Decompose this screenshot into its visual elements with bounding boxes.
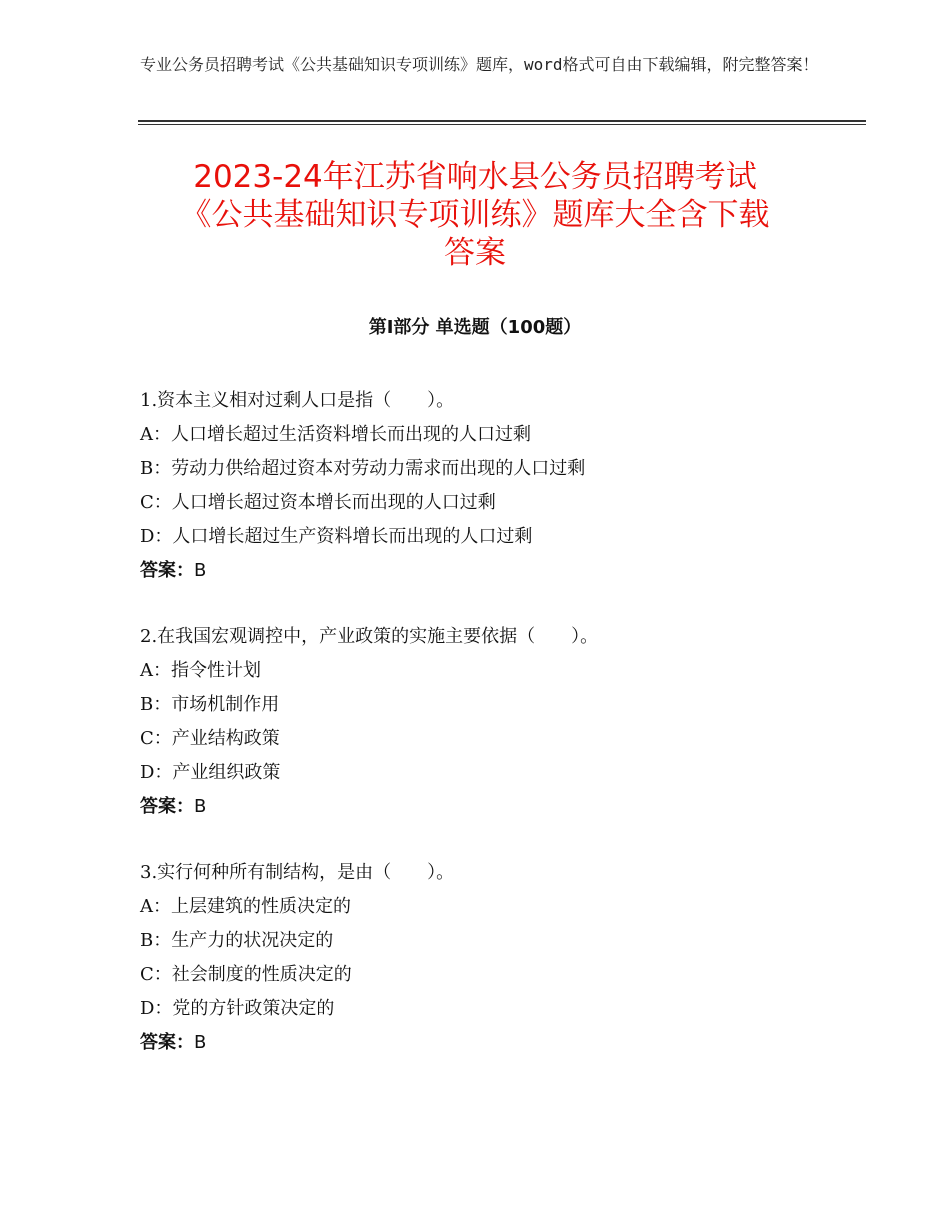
answer-line — [140, 554, 840, 588]
option-a: A：上层建筑的性质决定的 — [140, 896, 351, 917]
document-title-line-3: 答案 — [444, 235, 506, 271]
section-heading: 第Ⅰ部分 单选题（100题） — [368, 317, 582, 338]
question-3 — [140, 856, 840, 1060]
option-c: C：社会制度的性质决定的 — [140, 964, 352, 985]
question-2 — [140, 620, 840, 824]
answer-line — [140, 790, 840, 824]
option-a: A：人口增长超过生活资料增长而出现的人口过剩 — [140, 424, 531, 445]
option-c: C：产业结构政策 — [140, 728, 280, 749]
answer-line — [140, 1026, 840, 1060]
answer-value: B — [194, 560, 207, 581]
question-stem: 3.实行何种所有制结构，是由（ ）。 — [140, 862, 455, 883]
question-list — [140, 384, 840, 1092]
option-d: D：党的方针政策决定的 — [140, 998, 335, 1019]
document-title — [120, 158, 830, 272]
option-b: B：劳动力供给超过资本对劳动力需求而出现的人口过剩 — [140, 458, 586, 479]
document-title-line-2: 《公共基础知识专项训练》题库大全含下载 — [180, 197, 770, 233]
question-stem: 2.在我国宏观调控中，产业政策的实施主要依据（ ）。 — [140, 626, 599, 647]
option-c: C：人口增长超过资本增长而出现的人口过剩 — [140, 492, 496, 513]
header-note: 专业公务员招聘考试《公共基础知识专项训练》题库，word格式可自由下载编辑，附完整答案！ — [140, 55, 819, 74]
answer-label: 答案： — [140, 796, 194, 817]
answer-value: B — [194, 796, 207, 817]
document-title-line-1: 2023-24年江苏省响水县公务员招聘考试 — [193, 159, 757, 195]
option-d: D：人口增长超过生产资料增长而出现的人口过剩 — [140, 526, 533, 547]
answer-label: 答案： — [140, 1032, 194, 1053]
answer-label: 答案： — [140, 560, 194, 581]
header-divider-thick — [138, 120, 866, 122]
question-stem: 1.资本主义相对过剩人口是指（ ）。 — [140, 390, 455, 411]
option-d: D：产业组织政策 — [140, 762, 281, 783]
option-b: B：生产力的状况决定的 — [140, 930, 334, 951]
option-a: A：指令性计划 — [140, 660, 261, 681]
header-divider-thin — [138, 124, 866, 125]
answer-value: B — [194, 1032, 207, 1053]
header-divider — [138, 120, 866, 126]
question-1 — [140, 384, 840, 588]
option-b: B：市场机制作用 — [140, 694, 280, 715]
